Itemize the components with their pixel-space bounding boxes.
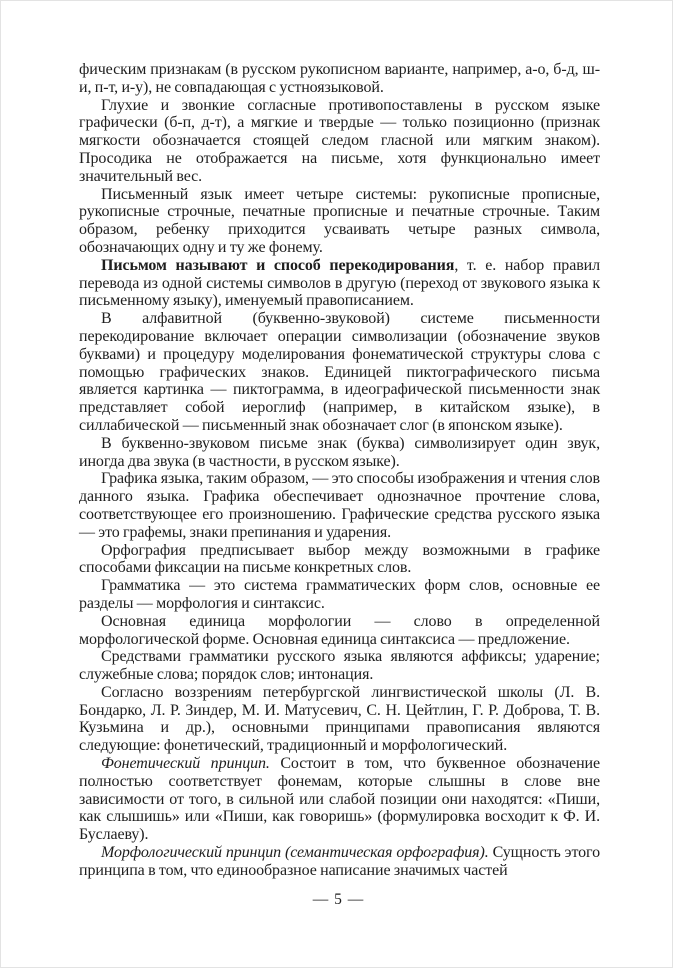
italic-lead: Морфологический принцип (семантическая орфография).	[101, 844, 489, 862]
paragraph: Глухие и звонкие согласные противопоставлены в русском языке графически (б-п, д-т), а мягкие и твердые — только позиционно (признак мягкости обозначается стоящей следом гласной или мягким знаком). Просодика не отображается на письме, хотя функционально имеет значительный вес.	[79, 96, 600, 185]
paragraph: Средствами грамматики русского языка являются аффиксы; ударение; служебные слова; порядок слов; интонация.	[79, 648, 600, 684]
paragraph: фическим признакам (в русском рукописном варианте, например, а-о, б-д, ш-и, п-т, и-у), не совпадающая с устноязыковой.	[79, 61, 600, 96]
page-number: — 5 —	[312, 891, 365, 908]
paragraph: В алфавитной (буквенно-звуковой) системе письменности перекодирование включает операции символизации (обозначение звуков буквами) и процедуру моделирования фонематической структуры слова с помощью графических знаков. Единицей пиктографического письма является картинка — пиктограмма, в идеографической письменности знак представляет собой иероглиф (например, в китайском языке), в силлабической — письменный знак обозначает слог (в японском языке).	[79, 310, 600, 434]
paragraph: Фонетический принцип. Состоит в том, что буквенное обозначение полностью соответствует фонемам, которые слышны в слове вне зависимости от того, в сильной или слабой позиции они находятся: «Пиши, как слышишь» или «Пиши, как говоришь» (формулировка восходит к Ф. И. Буслаеву).	[79, 755, 600, 844]
bold-lead: Письмом называют и способ перекодирования	[101, 256, 455, 274]
paragraph: Согласно воззрениям петербургской лингвистической школы (Л. В. Бондарко, Л. Р. Зиндер, М. И. Матусевич, С. Н. Цейтлин, Г. Р. Доброва, Т. В. Кузьмина и др.), основными принципами правописания являются следующие: фонетический, традиционный и морфологический.	[79, 683, 600, 755]
paragraph: Письменный язык имеет четыре системы: рукописные прописные, рукописные строчные, печатные прописные и печатные строчные. Таким образом, ребенку приходится усваивать четыре разных символа, обозначающих одну и ту же фонему.	[79, 185, 600, 256]
paragraph: Письмом называют и способ перекодирования, т. е. набор правил перевода из одной системы символов в другую (переход от звукового языка к письменному языку), именуемый правописанием.	[79, 256, 600, 310]
paragraph: Грамматика — это система грамматических форм слов, основные ее разделы — морфология и синтаксис.	[79, 577, 600, 612]
paragraph: Основная единица морфологии — слово в определенной морфологической форме. Основная единица синтаксиса — предложение.	[79, 612, 600, 648]
page-text	[79, 61, 600, 880]
paragraph: Морфологический принцип (семантическая орфография). Сущность этого принципа в том, что единообразное написание значимых частей	[79, 844, 600, 879]
paragraph: Орфография предписывает выбор между возможными в графике способами фиксации на письме конкретных слов.	[79, 541, 600, 577]
italic-lead: Фонетический принцип.	[101, 755, 270, 773]
paragraph: Графика языка, таким образом, — это способы изображения и чтения слов данного языка. Графика обеспечивает однозначное прочтение слова, соответствующее его произношению. Графические средства русского языка — это графемы, знаки препинания и ударения.	[79, 470, 600, 541]
paragraph: В буквенно-звуковом письме знак (буква) символизирует один звук, иногда два звука (в частности, в русском языке).	[79, 434, 600, 470]
